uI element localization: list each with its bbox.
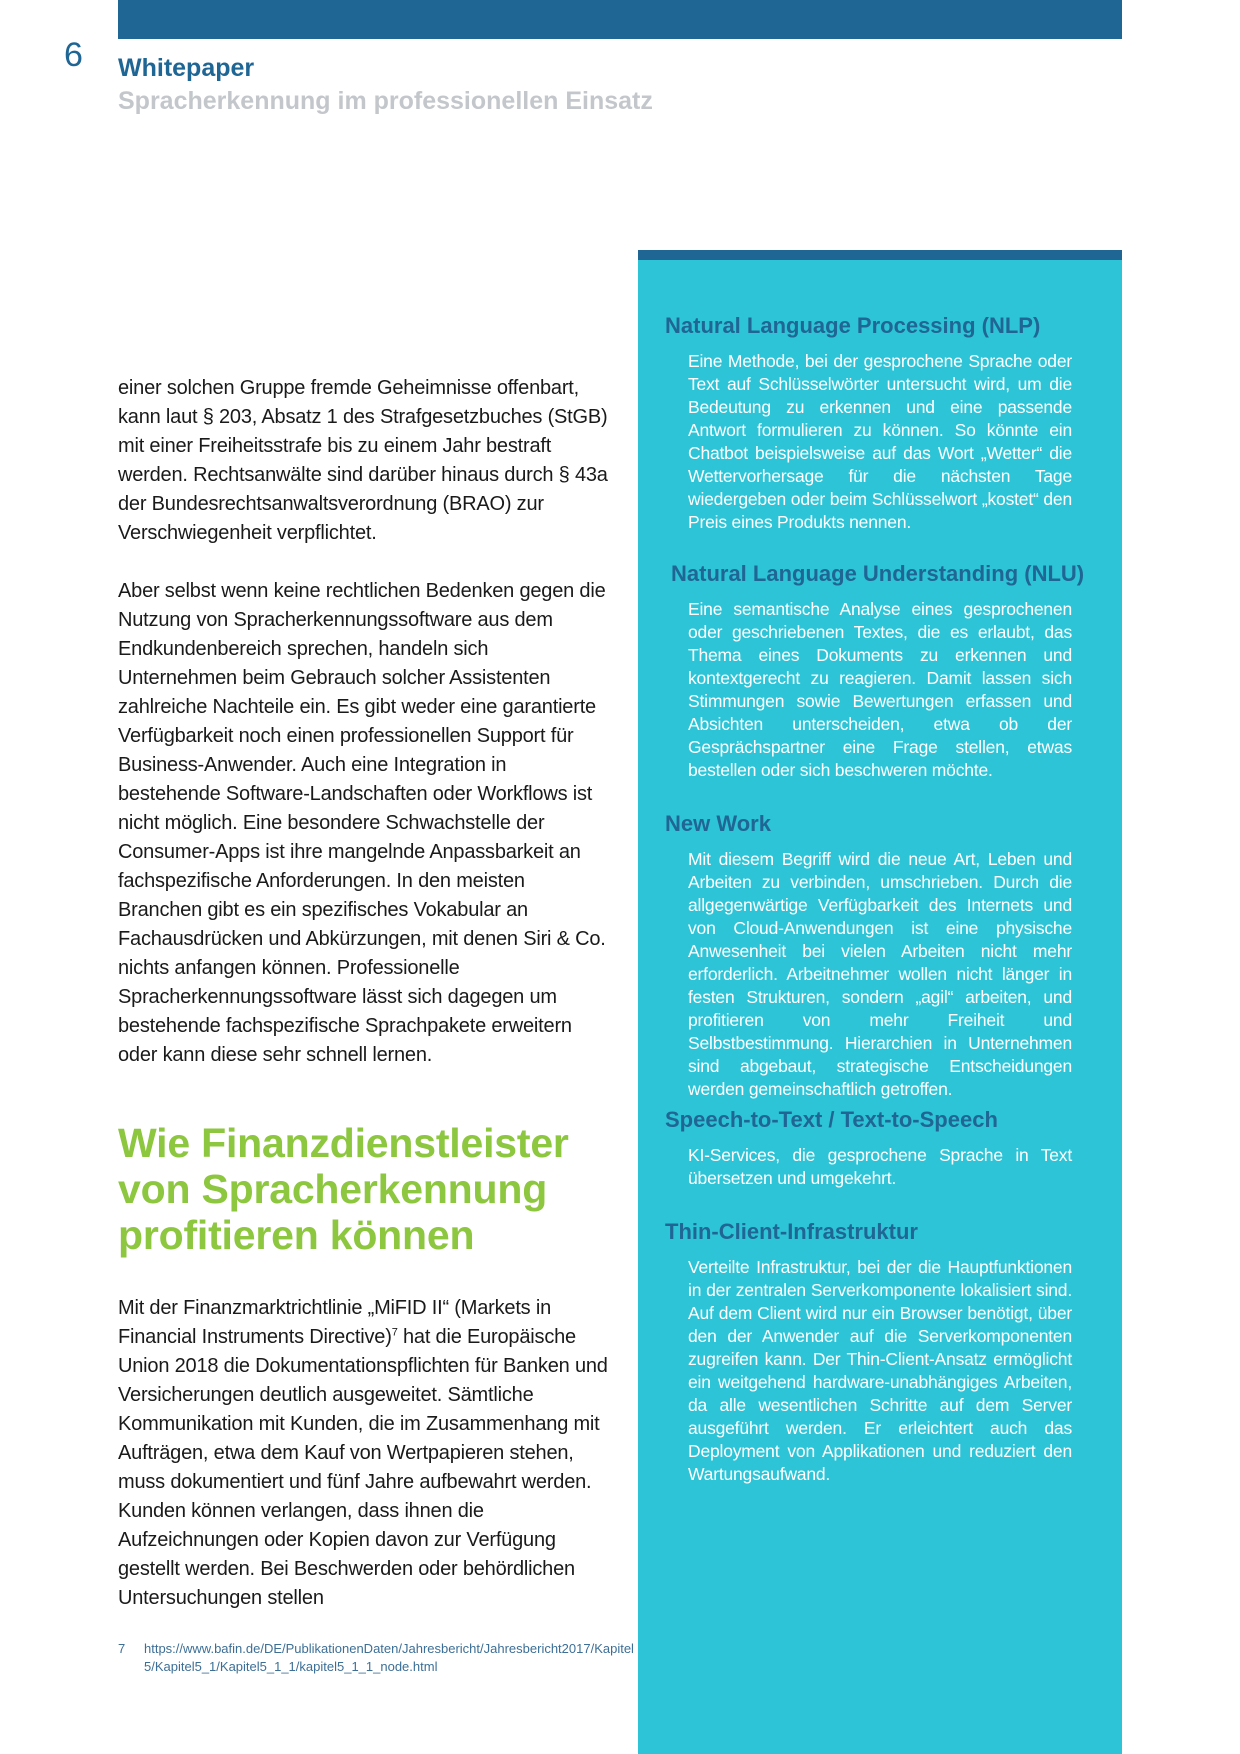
- body-text: Mit der Finanzmarktrichtlinie „MiFID II“ (Markets in Financial Instruments Directive): [118, 1297, 551, 1348]
- body-paragraph: Aber selbst wenn keine rechtlichen Bedenken gegen die Nutzung von Spracherkennungssoftware aus dem Endkundenbereich sprechen, handeln sich Unternehmen beim Gebrauch solcher Assistenten zahlreiche Nachteile ein. Es gibt weder eine garantierte Verfügbarkeit noch einen professionellen Support für Business-Anwender. Auch eine Integration in bestehende Software-Landschaften oder Workflows ist nicht möglich. Eine besondere Schwachstelle der Consumer-Apps ist ihre mangelnde Anpassbarkeit an fachspezifische Anforderungen. In den meisten Branchen gibt es ein spezifisches Vokabular an Fachausdrücken und Abkürzungen, mit denen Siri & Co. nichts anfangen können. Professionelle Spracherkennungssoftware lässt sich dagegen um bestehende fachspezifische Sprachpakete erweitern oder kann diese sehr schnell lernen.: [118, 580, 606, 1066]
- body-paragraph: [118, 1294, 608, 1613]
- section-heading: Wie Finanzdienstleister von Spracherkennung profitieren können: [118, 1120, 569, 1258]
- body-paragraph: einer solchen Gruppe fremde Geheimnisse offenbart, kann laut § 203, Absatz 1 des Strafgesetzbuches (StGB) mit einer Freiheitsstrafe bis zu einem Jahr bestraft werden. Rechtsanwälte sind darüber hinaus durch § 43a der Bundesrechtsanwaltsverordnung (BRAO) zur Verschwiegenheit verpflichtet.: [118, 377, 608, 544]
- top-bar: [118, 0, 1122, 39]
- footnote-link[interactable]: https://www.bafin.de/DE/PublikationenDaten/Jahresbericht/Jahresbericht2017/Kapitel5/Kapitel5_1/Kapitel5_1_1/kapitel5_1_1_node.html: [144, 1641, 634, 1674]
- glossary-sidebar: [638, 250, 1122, 1754]
- glossary-term: Speech-to-Text / Text-to-Speech: [665, 1107, 998, 1132]
- glossary-entry: [638, 312, 1122, 534]
- document-title: Whitepaper: [118, 54, 255, 82]
- document-subtitle: Spracherkennung im professionellen Einsatz: [118, 87, 653, 115]
- glossary-term: Thin-Client-Infrastruktur: [665, 1219, 918, 1244]
- footnote: [118, 1640, 638, 1676]
- glossary-definition: Eine semantische Analyse eines gesprochenen oder geschriebenen Textes, die es erlaubt, das Thema eines Dokuments zu erkennen und kontextgerecht zu reagieren. Damit lassen sich Stimmungen sowie Bewertungen erfassen und Absichten unterscheiden, etwa ob der Gesprächspartner eine Frage stellen, etwas bestellen oder sich beschweren möchte.: [688, 599, 1072, 780]
- glossary-term: New Work: [665, 811, 771, 836]
- glossary-term: Natural Language Understanding (NLU): [671, 561, 1085, 586]
- glossary-term: Natural Language Processing (NLP): [665, 313, 1041, 338]
- glossary-definition: KI-Services, die gesprochene Sprache in Text übersetzen und umgekehrt.: [688, 1145, 1072, 1188]
- glossary-definition: Verteilte Infrastruktur, bei der die Hauptfunktionen in der zentralen Serverkomponente lokalisiert sind. Auf dem Client wird nur ein Browser benötigt, über den der Anwender auf die Serverkomponenten zugreifen kann. Der Thin-Client-Ansatz ermöglicht ein weitgehend hardware-unabhängiges Arbeiten, da alle wesentlichen Schritte auf dem Server ausgeführt werden. Er erleichtert auch das Deployment von Applikationen und reduziert den Wartungsaufwand.: [688, 1257, 1072, 1484]
- glossary-definition: Mit diesem Begriff wird die neue Art, Leben und Arbeiten zu verbinden, umschrieben. Durch die allgegenwärtige Verfügbarkeit des Internets und von Cloud-Anwendungen ist eine physische Anwesenheit bei vielen Arbeiten nicht mehr erforderlich. Arbeitnehmer wollen nicht länger in festen Strukturen, sondern „agil“ arbeiten, und profitieren von mehr Freiheit und Selbstbestimmung. Hierarchien in Unternehmen sind abgebaut, strategische Entscheidungen werden gemeinschaftlich getroffen.: [688, 849, 1072, 1099]
- glossary-entry: [638, 1218, 1122, 1486]
- glossary-definition: Eine Methode, bei der gesprochene Sprache oder Text auf Schlüsselwörter untersucht wird, um die Bedeutung zu erkennen und eine passende Antwort formulieren zu können. So könnte ein Chatbot beispielsweise auf das Wort „Wetter“ die Wettervorhersage für die nächsten Tage wiedergeben oder beim Schlüsselwort „kostet“ den Preis eines Produkts nennen.: [688, 351, 1072, 532]
- footnote-reference[interactable]: 7: [391, 1326, 398, 1339]
- body-text: hat die Europäische Union 2018 die Dokumentationspflichten für Banken und Versicherungen deutlich ausgeweitet. Sämtliche Kommunikation mit Kunden, die im Zusammenhang mit Aufträgen, etwa dem Kauf von Wertpapieren stehen, muss dokumentiert und fünf Jahre aufbewahrt werden. Kunden können verlangen, dass ihnen die Aufzeichnungen oder Kopien davon zur Verfügung gestellt werden. Bei Beschwerden oder behördlichen Untersuchungen stellen: [118, 1326, 608, 1609]
- glossary-entry: [638, 560, 1122, 782]
- footnote-number: 7: [118, 1641, 126, 1656]
- glossary-entry: [638, 1106, 1122, 1190]
- glossary-entry: [638, 810, 1122, 1101]
- main-text-column: [118, 374, 608, 1642]
- page-number: 6: [64, 36, 83, 74]
